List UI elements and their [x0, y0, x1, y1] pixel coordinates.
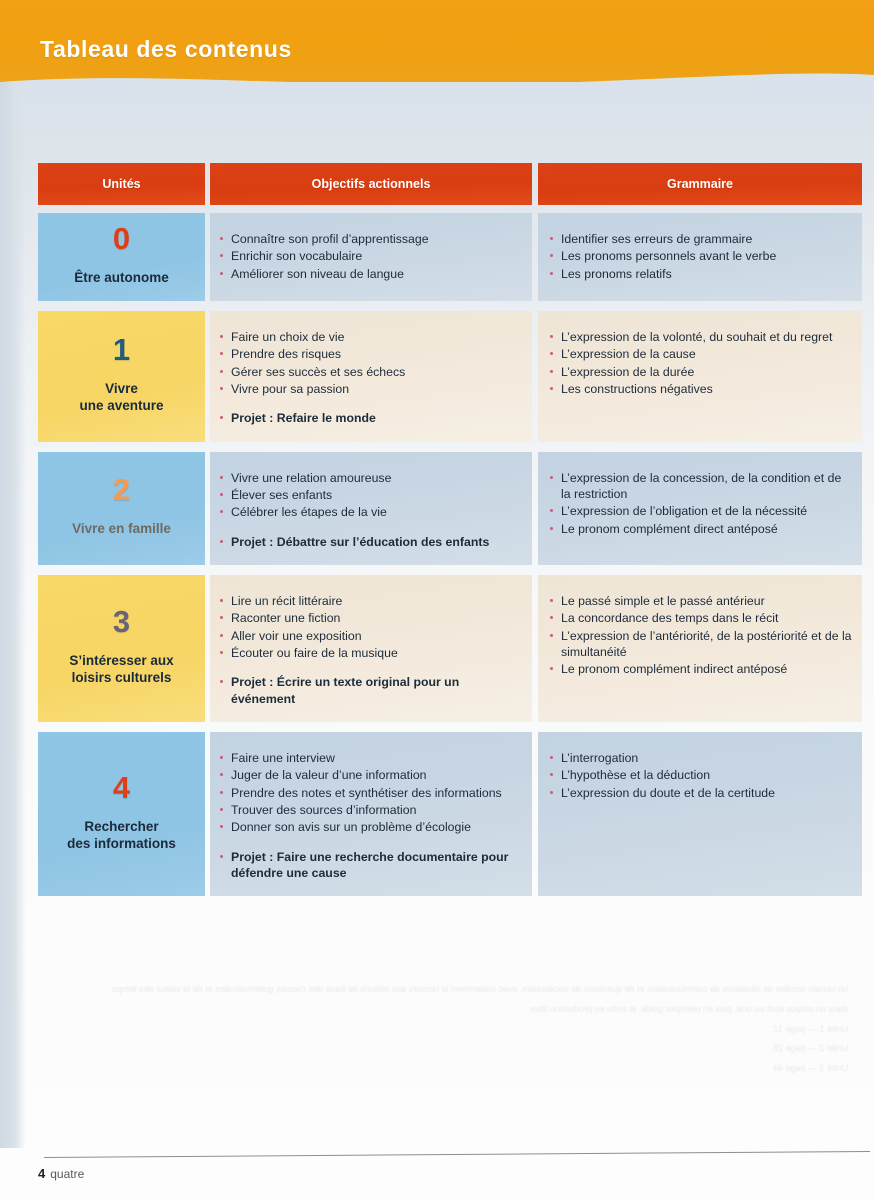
- table-row: [38, 213, 862, 301]
- paper-left-shadow: [0, 82, 26, 1148]
- table-body: [38, 213, 862, 896]
- footer-page-number: 4: [38, 1166, 46, 1181]
- unit-title: [79, 381, 163, 415]
- objectif-item: Prendre des notes et synthétiser des informations: [218, 785, 522, 801]
- objectif-item: Célébrer les étapes de la vie: [218, 504, 522, 520]
- objectif-item: Raconter une fiction: [218, 610, 522, 626]
- grammaire-cell: [538, 213, 862, 301]
- grammaire-list: [548, 329, 852, 397]
- unit-cell: [38, 452, 205, 565]
- grammaire-item: Les pronoms relatifs: [548, 266, 852, 282]
- unit-cell: [38, 575, 205, 722]
- grammaire-item: Les constructions négatives: [548, 381, 852, 397]
- objectif-item: Connaître son profil d’apprentissage: [218, 231, 522, 247]
- table-row: [38, 311, 862, 442]
- grammaire-item: L’hypothèse et la déduction: [548, 767, 852, 783]
- objectif-item: Juger de la valeur d’une information: [218, 767, 522, 783]
- objectifs-list: [218, 593, 522, 707]
- grammaire-item: Le pronom complément direct antéposé: [548, 521, 852, 537]
- page-footer: [38, 1166, 84, 1181]
- objectif-item: Lire un récit littéraire: [218, 593, 522, 609]
- objectif-item: Vivre une relation amoureuse: [218, 470, 522, 486]
- column-header-objectifs: Objectifs actionnels: [210, 163, 532, 205]
- unit-number: 1: [112, 331, 131, 367]
- objectifs-cell: [210, 452, 532, 565]
- unit-cell: [38, 311, 205, 442]
- objectif-item: Élever ses enfants: [218, 487, 522, 503]
- table-row: [38, 575, 862, 722]
- grammaire-cell: [538, 452, 862, 565]
- page-banner: [0, 0, 874, 90]
- grammaire-item: Identifier ses erreurs de grammaire: [548, 231, 852, 247]
- unit-number: 0: [112, 221, 131, 256]
- objectifs-cell: [210, 732, 532, 896]
- objectif-item: Donner son avis sur un problème d’écologie: [218, 819, 522, 835]
- objectif-item: Prendre des risques: [218, 346, 522, 362]
- contents-table: [38, 163, 862, 906]
- grammaire-list: [548, 593, 852, 678]
- unit-title-line: S’intéresser aux: [69, 653, 174, 669]
- grammaire-cell: [538, 732, 862, 896]
- unit-title-line: une aventure: [79, 397, 164, 413]
- grammaire-item: L’expression de la durée: [548, 364, 852, 380]
- unit-title: [67, 819, 176, 853]
- grammaire-item: Les pronoms personnels avant le verbe: [548, 248, 852, 264]
- unit-cell: [38, 213, 205, 301]
- objectif-item: Gérer ses succès et ses échecs: [218, 364, 522, 380]
- objectifs-cell: [210, 213, 532, 301]
- grammaire-list: [548, 231, 852, 282]
- objectif-item: Améliorer son niveau de langue: [218, 266, 522, 282]
- grammaire-item: L’expression de la concession, de la condition et de la restriction: [548, 470, 852, 503]
- grammaire-item: Le passé simple et le passé antérieur: [548, 593, 852, 609]
- objectif-item: Faire une interview: [218, 750, 522, 766]
- objectif-item: Trouver des sources d’information: [218, 802, 522, 818]
- unit-title: [69, 653, 173, 687]
- unit-title-line: loisirs culturels: [71, 670, 172, 685]
- grammaire-list: [548, 470, 852, 537]
- projet-item: Projet : Débattre sur l’éducation des enfants: [218, 534, 522, 550]
- grammaire-item: La concordance des temps dans le récit: [548, 610, 852, 626]
- footer-page-word: quatre: [50, 1167, 85, 1181]
- unit-cell: [38, 732, 205, 896]
- grammaire-cell: [538, 311, 862, 442]
- projet-item: Projet : Écrire un texte original pour un événement: [218, 674, 522, 707]
- page-title: Tableau des contenus: [40, 36, 292, 62]
- column-header-unites: Unités: [38, 163, 205, 205]
- unit-title: [74, 270, 169, 287]
- column-header-grammaire: Grammaire: [538, 163, 862, 205]
- grammaire-list: [548, 750, 852, 801]
- projet-item: Projet : Refaire le monde: [218, 410, 522, 426]
- objectifs-list: [218, 231, 522, 282]
- objectifs-list: [218, 329, 522, 427]
- objectif-item: Écouter ou faire de la musique: [218, 645, 522, 661]
- unit-title-line: Vivre en famille: [72, 521, 171, 537]
- unit-number: 3: [112, 604, 131, 640]
- grammaire-item: L’expression de l’antériorité, de la postériorité et de la simultanéité: [548, 628, 852, 661]
- unit-number: 4: [112, 769, 131, 805]
- objectifs-list: [218, 750, 522, 881]
- objectif-item: Vivre pour sa passion: [218, 381, 522, 397]
- grammaire-item: L’expression de la volonté, du souhait et du regret: [548, 329, 852, 345]
- grammaire-item: Le pronom complément indirect antéposé: [548, 661, 852, 677]
- unit-title-line: des informations: [67, 835, 176, 851]
- projet-item: Projet : Faire une recherche documentaire pour défendre une cause: [218, 849, 522, 882]
- objectifs-list: [218, 470, 522, 550]
- table-row: [38, 452, 862, 565]
- grammaire-item: L’interrogation: [548, 750, 852, 766]
- objectif-item: Aller voir une exposition: [218, 628, 522, 644]
- objectif-item: Enrichir son vocabulaire: [218, 248, 522, 264]
- grammaire-item: L’expression de l’obligation et de la nécessité: [548, 503, 852, 519]
- table-header-row: [38, 163, 862, 205]
- objectifs-cell: [210, 311, 532, 442]
- unit-title-line: Rechercher: [84, 818, 159, 834]
- objectif-item: Faire un choix de vie: [218, 329, 522, 345]
- unit-title-line: Vivre: [105, 380, 138, 396]
- grammaire-item: L’expression du doute et de la certitude: [548, 785, 852, 801]
- grammaire-item: L’expression de la cause: [548, 346, 852, 362]
- footer-divider: [44, 1151, 870, 1158]
- unit-number: 2: [112, 472, 131, 508]
- unit-title: [72, 521, 171, 538]
- objectifs-cell: [210, 575, 532, 722]
- table-row: [38, 732, 862, 896]
- grammaire-cell: [538, 575, 862, 722]
- unit-title-line: Être autonome: [74, 270, 169, 285]
